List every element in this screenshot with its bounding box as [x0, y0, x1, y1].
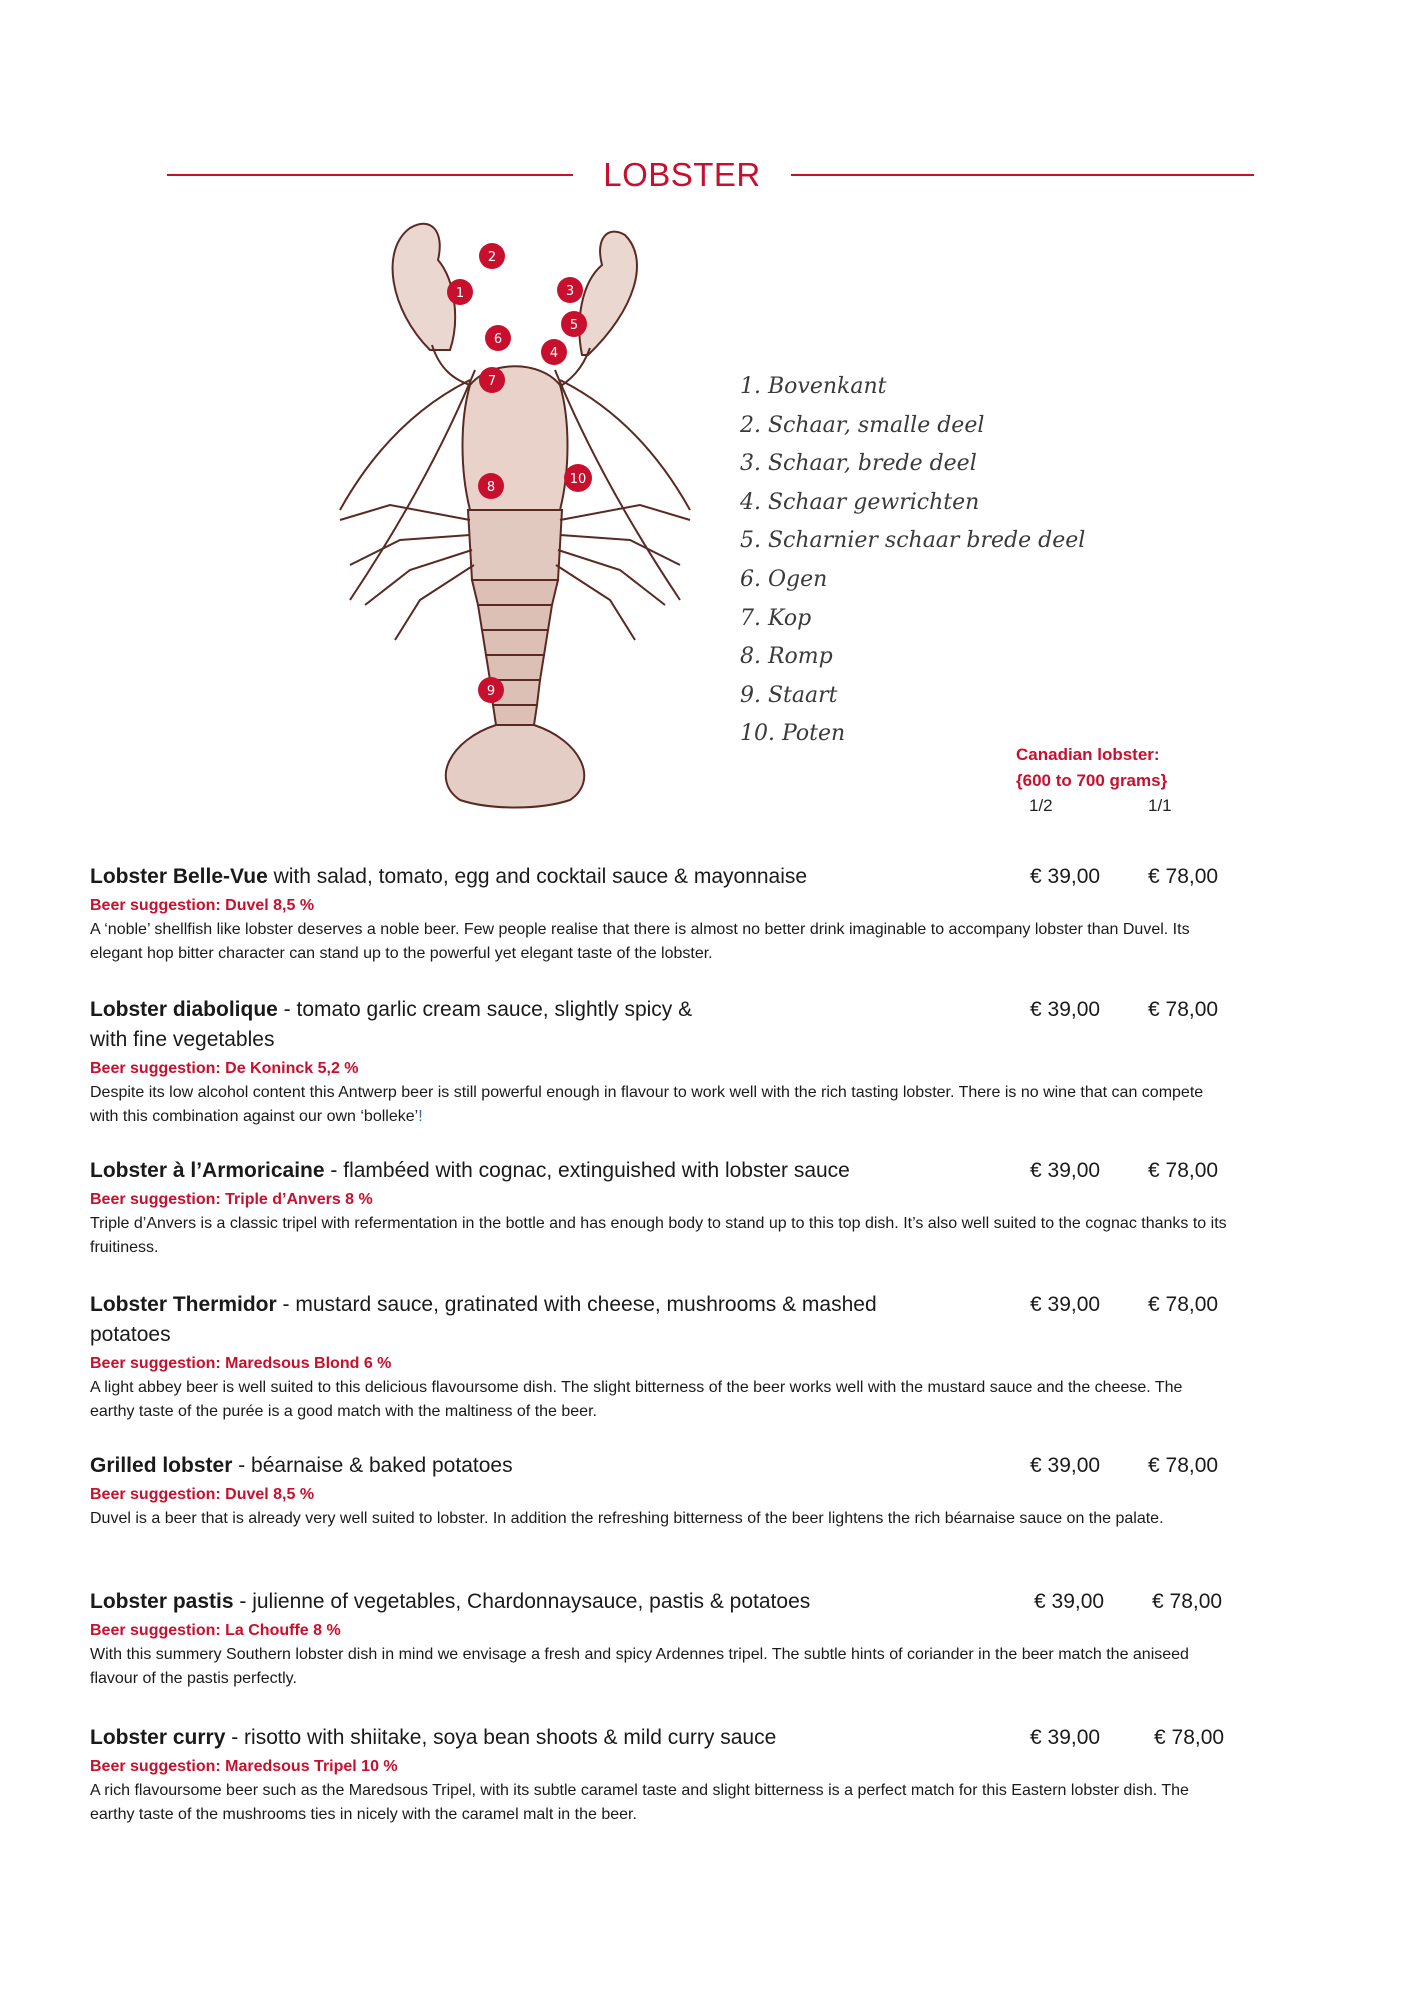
dish-pastis — [90, 1587, 1240, 1691]
dish-description: - julienne of vegetables, Chardonnaysauce, pastis & potatoes — [233, 1590, 811, 1613]
beer-suggestion: Beer suggestion: Duvel 8,5 % — [90, 897, 315, 914]
marker-6-label: 6 — [493, 332, 503, 347]
pairing-description: A ‘noble’ shellfish like lobster deserves a noble beer. Few people realise that there is almost no better drink imaginable to accompany lobster than Duvel. Its elegant hop bitter character can stand up to the powerful yet elegant taste of the lobster. — [90, 921, 1190, 962]
legend-item: 10. Poten — [740, 721, 846, 747]
dish-diabolique — [90, 995, 1240, 1129]
marker-4-label: 4 — [549, 346, 559, 361]
price-full: € 78,00 — [1148, 1159, 1219, 1182]
lobster-illustration — [320, 220, 710, 810]
beer-suggestion: Beer suggestion: Maredsous Tripel 10 % — [90, 1758, 398, 1775]
price-half: € 39,00 — [1030, 1159, 1101, 1182]
marker-2-label: 2 — [487, 250, 497, 265]
price-full: € 78,00 — [1148, 865, 1219, 888]
dish-name: Lobster à l’Armoricaine — [90, 1159, 325, 1182]
page-title: LOBSTER — [603, 156, 761, 193]
legend-item: 5. Scharnier schaar brede deel — [740, 528, 1086, 554]
dish-description: - béarnaise & baked potatoes — [232, 1454, 513, 1477]
legend-item: 3. Schaar, brede deel — [740, 451, 977, 477]
price-half: € 39,00 — [1030, 1726, 1101, 1749]
dish-description: with salad, tomato, egg and cocktail sauce & mayonnaise — [267, 865, 808, 888]
pairing-exclamation: ! — [418, 1108, 423, 1125]
dish-name: Lobster Belle-Vue — [90, 865, 268, 888]
title-rule-left — [167, 174, 573, 176]
beer-suggestion: Beer suggestion: De Koninck 5,2 % — [90, 1060, 359, 1077]
pairing-description: With this summery Southern lobster dish in mind we envisage a fresh and spicy Ardennes tripel. The subtle hints of coriander in the beer match the aniseed flavour of the pastis perfectly. — [90, 1646, 1189, 1687]
dish-description: - flambéed with cognac, extinguished with lobster sauce — [324, 1159, 850, 1182]
price-full: € 78,00 — [1148, 998, 1219, 1021]
price-full: € 78,00 — [1148, 1293, 1219, 1316]
dish-grilled — [90, 1451, 1240, 1531]
pairing-description: Triple d’Anvers is a classic tripel with refermentation in the bottle and has enough body to stand up to this top dish. It’s also well suited to the cognac thanks to its fruitiness. — [90, 1215, 1227, 1256]
dish-name: Lobster pastis — [90, 1590, 234, 1613]
price-half: € 39,00 — [1030, 998, 1101, 1021]
legend-item: 2. Schaar, smalle deel — [740, 412, 985, 438]
price-half: € 39,00 — [1034, 1590, 1105, 1613]
dish-description: - risotto with shiitake, soya bean shoots & mild curry sauce — [225, 1726, 777, 1749]
marker-1-label: 1 — [455, 286, 465, 301]
legend-item: 7. Kop — [740, 605, 812, 631]
half-portion-label: 1/2 — [1029, 796, 1053, 815]
beer-suggestion: Beer suggestion: Triple d’Anvers 8 % — [90, 1191, 373, 1208]
dish-description: - tomato garlic cream sauce, slightly spicy & with fine vegetables — [90, 998, 693, 1051]
legend-item: 6. Ogen — [740, 566, 828, 592]
pairing-description: A light abbey beer is well suited to this delicious flavoursome dish. The slight bitterness of the beer works well with the mustard sauce and the cheese. The earthy taste of the purée is a good match with the maltiness of the beer. — [90, 1379, 1183, 1420]
dish-curry — [90, 1723, 1240, 1827]
legend-item: 8. Romp — [740, 644, 833, 670]
parts-legend — [740, 368, 1085, 754]
dish-description: - mustard sauce, gratinated with cheese, mushrooms & mashed potatoes — [90, 1293, 877, 1346]
beer-suggestion: Beer suggestion: Maredsous Blond 6 % — [90, 1355, 392, 1372]
pairing-description: Despite its low alcohol content this Antwerp beer is still powerful enough in flavour to work well with the rich tasting lobster. There is no wine that can compete with this combination against our own ‘bolleke’ — [90, 1084, 1204, 1125]
dish-name: Grilled lobster — [90, 1454, 233, 1477]
legend-item: 9. Staart — [740, 682, 838, 708]
dish-name: Lobster diabolique — [90, 998, 278, 1021]
price-header — [1016, 742, 1167, 794]
dish-name: Lobster curry — [90, 1726, 226, 1749]
title-rule-right — [791, 174, 1254, 176]
legend-item: 4. Schaar gewrichten — [740, 489, 980, 515]
price-half: € 39,00 — [1030, 865, 1101, 888]
price-full: € 78,00 — [1154, 1726, 1225, 1749]
legend-item: 1. Bovenkant — [740, 374, 887, 399]
pairing-description: A rich flavoursome beer such as the Maredsous Tripel, with its subtle caramel taste and slight bitterness is a perfect match for this Eastern lobster dish. The earthy taste of the mushrooms ties in nicely with the caramel malt in the beer. — [90, 1782, 1189, 1823]
marker-5-label: 5 — [569, 318, 579, 333]
beer-suggestion: Beer suggestion: Duvel 8,5 % — [90, 1486, 315, 1503]
marker-9-label: 9 — [486, 684, 496, 699]
beer-suggestion: Beer suggestion: La Chouffe 8 % — [90, 1622, 341, 1639]
price-half: € 39,00 — [1030, 1293, 1101, 1316]
dish-armoricaine — [90, 1156, 1240, 1260]
price-header-subtitle: {600 to 700 grams} — [1016, 771, 1168, 790]
dish-thermidor — [90, 1290, 1240, 1424]
dish-belle-vue — [90, 862, 1240, 966]
pairing-description: Duvel is a beer that is already very well suited to lobster. In addition the refreshing bitterness of the beer lightens the rich béarnaise sauce on the palate. — [90, 1510, 1164, 1527]
price-half: € 39,00 — [1030, 1454, 1101, 1477]
marker-7-label: 7 — [487, 374, 497, 389]
price-header-title: Canadian lobster: — [1016, 745, 1160, 764]
full-portion-label: 1/1 — [1148, 796, 1172, 815]
price-full: € 78,00 — [1152, 1590, 1223, 1613]
price-full: € 78,00 — [1148, 1454, 1219, 1477]
marker-8-label: 8 — [486, 480, 496, 495]
dish-name: Lobster Thermidor — [90, 1293, 277, 1316]
marker-10-label: 10 — [569, 472, 587, 487]
marker-3-label: 3 — [565, 284, 575, 299]
